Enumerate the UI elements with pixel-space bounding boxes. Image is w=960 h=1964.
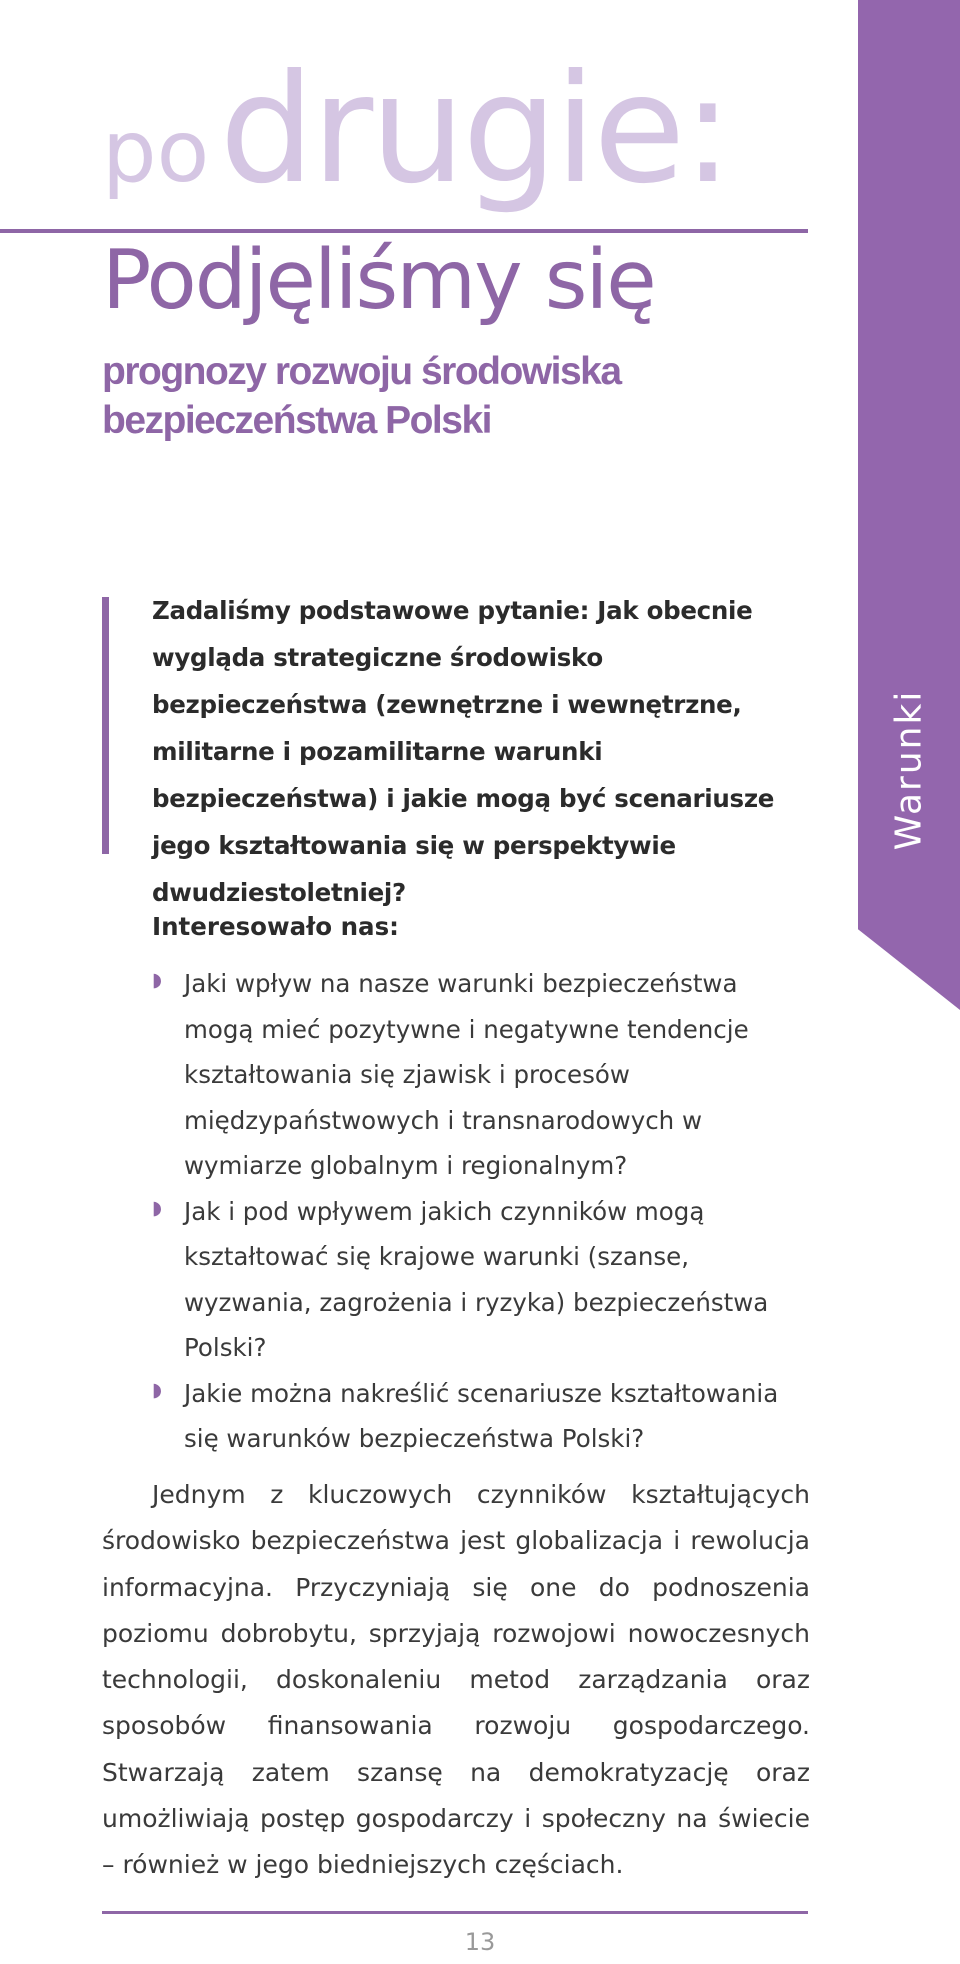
list-item-text: Jaki wpływ na nasze warunki bezpieczeństwa mogą mieć pozytywne i negatywne tendencje kształtowania się zjawisk i procesów międzypaństwowych i transnarodowych w wymiarze globalnym i regionalnym? bbox=[184, 969, 749, 1180]
page-number: 13 bbox=[464, 1928, 496, 1956]
list-item bbox=[152, 1189, 812, 1371]
side-tab-label: Warunki bbox=[888, 689, 930, 851]
bullet-icon: ◗ bbox=[152, 1378, 163, 1401]
interests-heading: Interesowało nas: bbox=[152, 912, 399, 941]
body-paragraph: Jednym z kluczowych czynników kształtujących środowisko bezpieczeństwa jest globalizacja i rewolucja informacyjna. Przyczyniają się one do podnoszenia poziomu dobrobytu, sprzyjają rozwojowi nowoczesnych technologii, doskonaleniu metod zarządzania oraz sposobów finansowania rozwoju gospodarczego. Stwarzają zatem szansę na demokratyzację oraz umożliwiają postęp gospodarczy i społeczny na świecie – również w jego biedniejszych częściach. bbox=[102, 1480, 810, 1880]
side-tab bbox=[858, 0, 960, 1010]
list-item-text: Jakie można nakreślić scenariusze kształtowania się warunków bezpieczeństwa Polski? bbox=[184, 1378, 779, 1453]
list-item bbox=[152, 961, 812, 1189]
key-question: Zadaliśmy podstawowe pytanie: Jak obecnie wygląda strategiczne środowisko bezpieczeństwa (zewnętrzne i wewnętrzne, militarne i pozamilitarne warunki bezpieczeństwa) i jakie mogą być scenariusze jego kształtowania się w perspektywie dwudziestoletniej? bbox=[152, 596, 775, 907]
page-title: Podjęliśmy się bbox=[102, 233, 655, 328]
heading-prefix: po bbox=[102, 102, 210, 202]
page-subtitle: prognozy rozwoju środowiska bezpieczeństwa Polski bbox=[102, 350, 621, 442]
section-heading bbox=[102, 43, 731, 217]
quote-bar bbox=[102, 597, 109, 854]
heading-word: drugie: bbox=[219, 43, 731, 217]
list-item bbox=[152, 1371, 812, 1462]
bullet-icon: ◗ bbox=[152, 969, 163, 991]
bullet-icon: ◗ bbox=[152, 1196, 163, 1219]
bottom-divider bbox=[102, 1911, 808, 1914]
list-item-text: Jak i pod wpływem jakich czynników mogą kształtować się krajowe warunki (szanse, wyzwania, zagrożenia i ryzyka) bezpieczeństwa Polski? bbox=[184, 1196, 769, 1362]
interests-list bbox=[152, 961, 812, 1462]
